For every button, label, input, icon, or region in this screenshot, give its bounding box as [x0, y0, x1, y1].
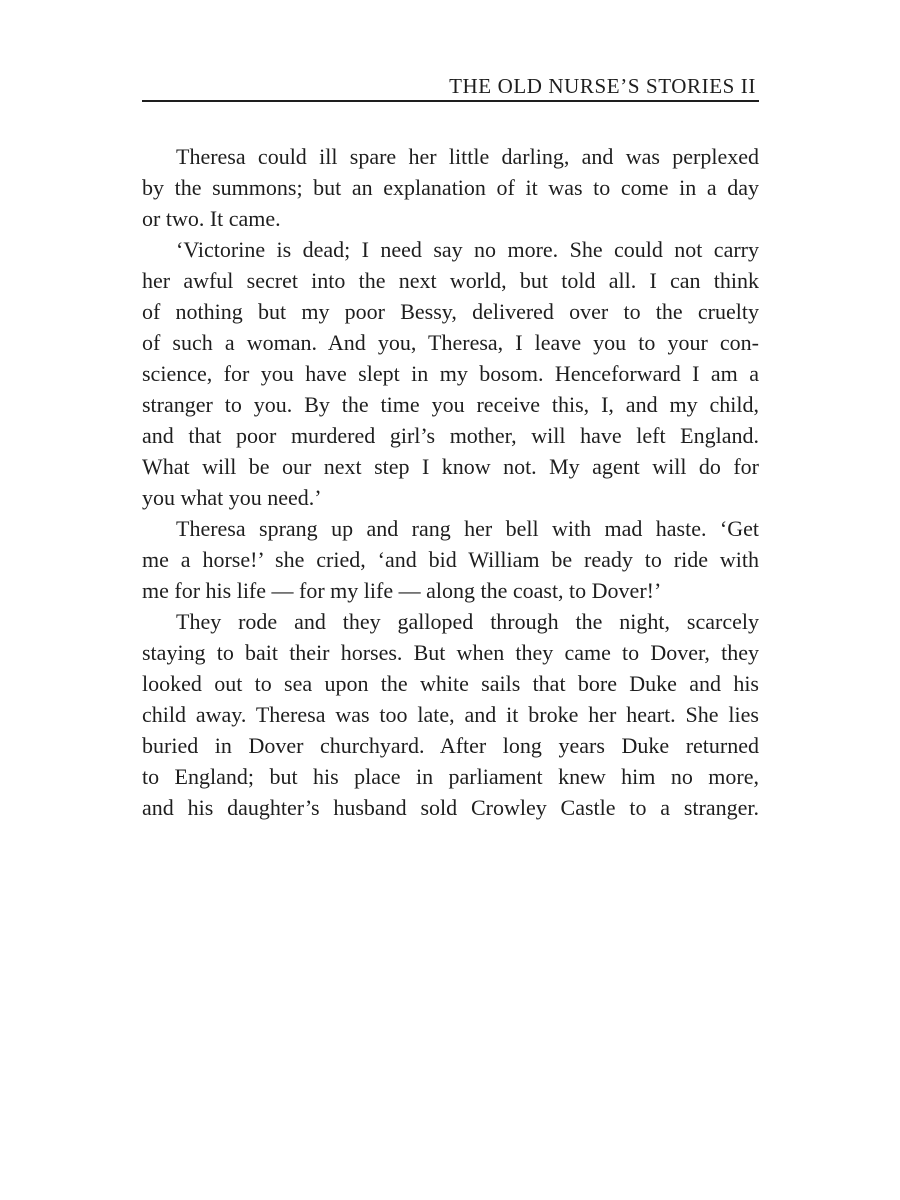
header-rule	[142, 100, 759, 102]
paragraph-4	[142, 606, 759, 823]
text-line: child away. Theresa was too late, and it broke her heart. She lies	[142, 702, 759, 727]
running-head: THE OLD NURSE’S STORIES II	[449, 74, 756, 98]
text-line: staying to bait their horses. But when they came to Dover, they	[142, 640, 759, 665]
text-line: ‘Victorine is dead; I need say no more. She could not carry	[176, 237, 759, 262]
text-line: Theresa sprang up and rang her bell with mad haste. ‘Get	[176, 516, 759, 541]
text-line: stranger to you. By the time you receive this, I, and my child,	[142, 392, 759, 417]
text-line: by the summons; but an explanation of it was to come in a day	[142, 175, 759, 200]
text-line: of nothing but my poor Bessy, delivered over to the cruelty	[142, 299, 759, 324]
text-line: her awful secret into the next world, but told all. I can think	[142, 268, 759, 293]
text-line: Theresa could ill spare her little darling, and was perplexed	[176, 144, 759, 169]
text-line: me for his life — for my life — along the coast, to Dover!’	[142, 578, 662, 603]
text-line: and that poor murdered girl’s mother, will have left England.	[142, 423, 759, 448]
paragraph-3	[142, 513, 759, 606]
text-line: you what you need.’	[142, 485, 322, 510]
text-line: They rode and they galloped through the night, scarcely	[176, 609, 759, 634]
text-line: science, for you have slept in my bosom. Henceforward I am a	[142, 361, 759, 386]
text-line: looked out to sea upon the white sails that bore Duke and his	[142, 671, 759, 696]
paragraph-2	[142, 234, 759, 513]
text-line: of such a woman. And you, Theresa, I leave you to your con-	[142, 330, 759, 355]
text-line: and his daughter’s husband sold Crowley Castle to a stranger.	[142, 795, 759, 820]
text-line: What will be our next step I know not. My agent will do for	[142, 454, 759, 479]
text-line: to England; but his place in parliament knew him no more,	[142, 764, 759, 789]
text-line: me a horse!’ she cried, ‘and bid William be ready to ride with	[142, 547, 759, 572]
paragraph-1	[142, 141, 759, 234]
text-line: buried in Dover churchyard. After long years Duke returned	[142, 733, 759, 758]
body-text	[142, 141, 759, 823]
text-line: or two. It came.	[142, 206, 281, 231]
